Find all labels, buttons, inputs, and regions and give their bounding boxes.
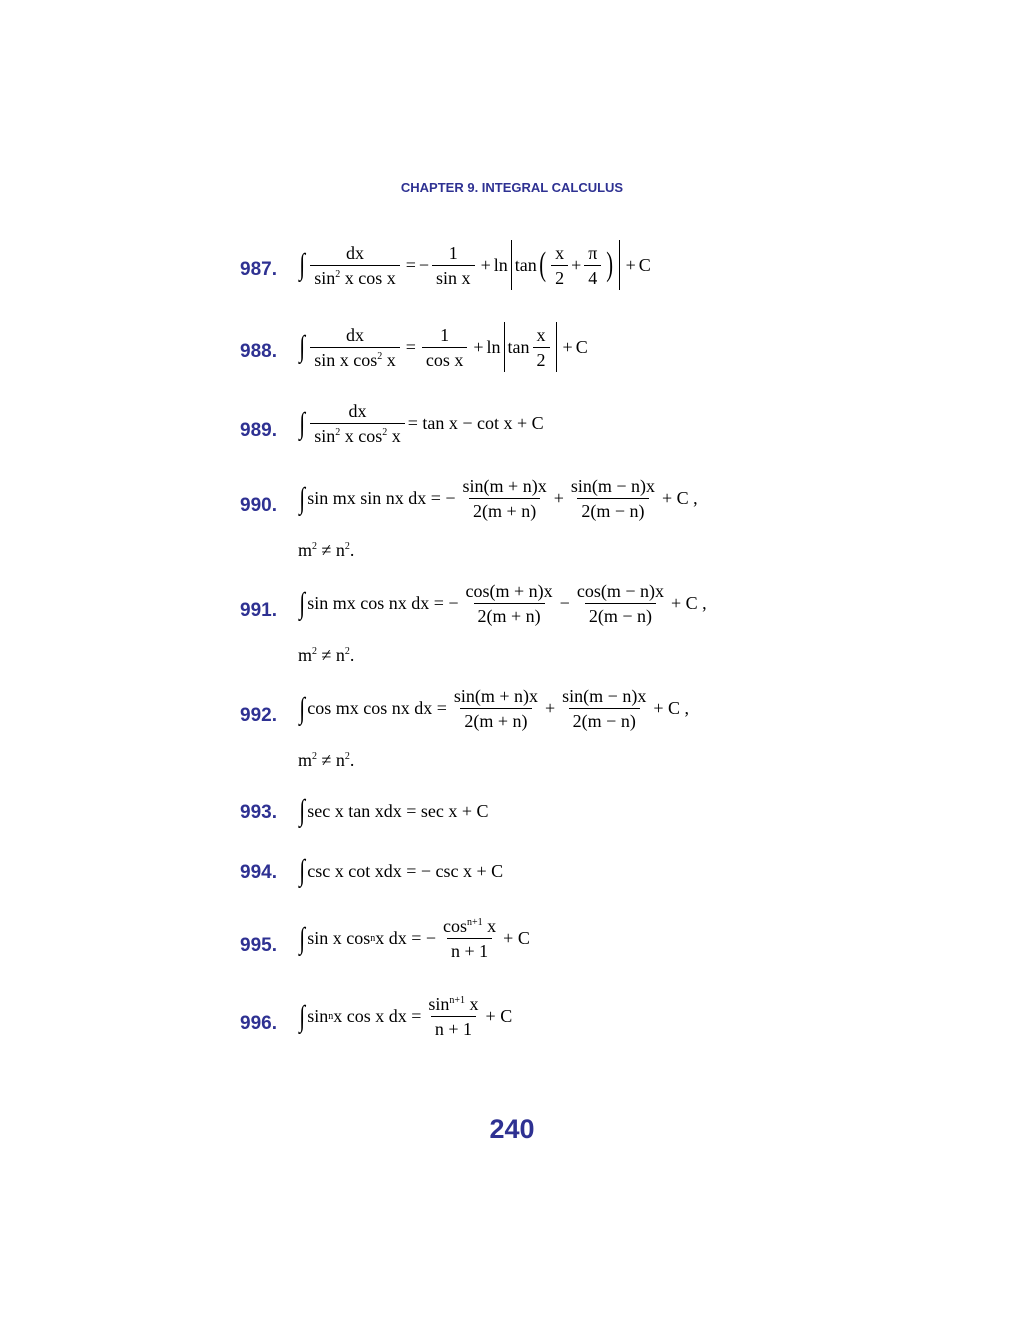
formula-991: ∫ sin mx cos nx dx = − $\frac{\cos(m + n)x}{2(m + n)}$ − $\frac{\cos(m - n)x}{2(m - n)}$ + C , (299, 581, 707, 626)
chapter-header: CHAPTER 9. INTEGRAL CALCULUS (400, 180, 624, 195)
formula-988: ∫ $\frac{dx}{\sin x \cos^2 x}$ = $\frac{1}{\text{cos x}}$ + ln tan $\frac{x}{2}$ + C (298, 322, 588, 372)
integral-sign: ∫ (299, 406, 305, 440)
fraction: $\frac{dx}{\sin^2 x \cos x}$ (310, 243, 400, 288)
formula-995: ∫ sin x cos n x dx = − $\frac{\cos^{n+1} x}{n + 1}$ + C (299, 916, 530, 961)
formula-number: 988. (240, 341, 277, 362)
formula-number: 987. (240, 259, 277, 280)
integral-sign: ∫ (299, 248, 305, 281)
integral-sign: ∫ (299, 999, 305, 1033)
formula-number: 993. (240, 802, 277, 823)
formula-993: ∫ sec x tan xdx = sec x + C (299, 794, 489, 827)
abs-bar (619, 240, 620, 290)
formula-990: ∫ sin mx sin nx dx = − $\frac{\sin(m + n)x}{2(m + n)}$ + $\frac{\sin(m - n)x}{2(m - n)}$ + C , (299, 476, 698, 521)
formula-number: 995. (240, 935, 277, 956)
integral-sign: ∫ (299, 691, 305, 725)
integral-sign: ∫ (299, 921, 305, 955)
integral-sign: ∫ (299, 854, 305, 887)
integral-sign: ∫ (299, 481, 305, 515)
condition: $m^2 \ne n^2$. (298, 540, 355, 560)
condition: $m^2 \ne n^2$. (298, 750, 355, 770)
page-number: 240 (489, 1114, 535, 1144)
formula-number: 990. (240, 495, 277, 516)
formula-996: ∫ sin n x cos x dx = $\frac{\sin^{n+1} x}{n + 1}$ + C (299, 994, 513, 1039)
integral-sign: ∫ (299, 794, 305, 827)
integral-sign: ∫ (299, 330, 305, 363)
formula-989: ∫ $\frac{dx}{\sin^2 x \cos^2 x}$ = tan x − cot x + C (299, 401, 544, 446)
abs-bar (511, 240, 512, 290)
formula-number: 991. (240, 600, 277, 621)
formula-number: 994. (240, 862, 277, 883)
formula-987: ∫ $\frac{dx}{\sin^2 x \cos x}$ = − $\frac{1}{\text{sin x}}$ + ln tan ( $\frac{x}{2}$ + $\frac{\pi}{4}$ ) + C (298, 240, 651, 290)
formula-994: ∫ csc x cot xdx = − csc x + C (299, 854, 504, 887)
formula-number: 996. (240, 1013, 277, 1034)
abs-bar (504, 322, 505, 372)
fraction: $\frac{1}{\text{sin x}}$ (432, 243, 475, 288)
abs-bar (556, 322, 557, 372)
formula-number: 989. (240, 420, 277, 441)
condition: $m^2 \ne n^2$. (298, 645, 355, 665)
formula-number: 992. (240, 705, 277, 726)
formula-992: ∫ cos mx cos nx dx = $\frac{\sin(m + n)x}{2(m + n)}$ + $\frac{\sin(m - n)x}{2(m - n)}$ + C , (299, 686, 689, 731)
integral-sign: ∫ (299, 586, 305, 620)
